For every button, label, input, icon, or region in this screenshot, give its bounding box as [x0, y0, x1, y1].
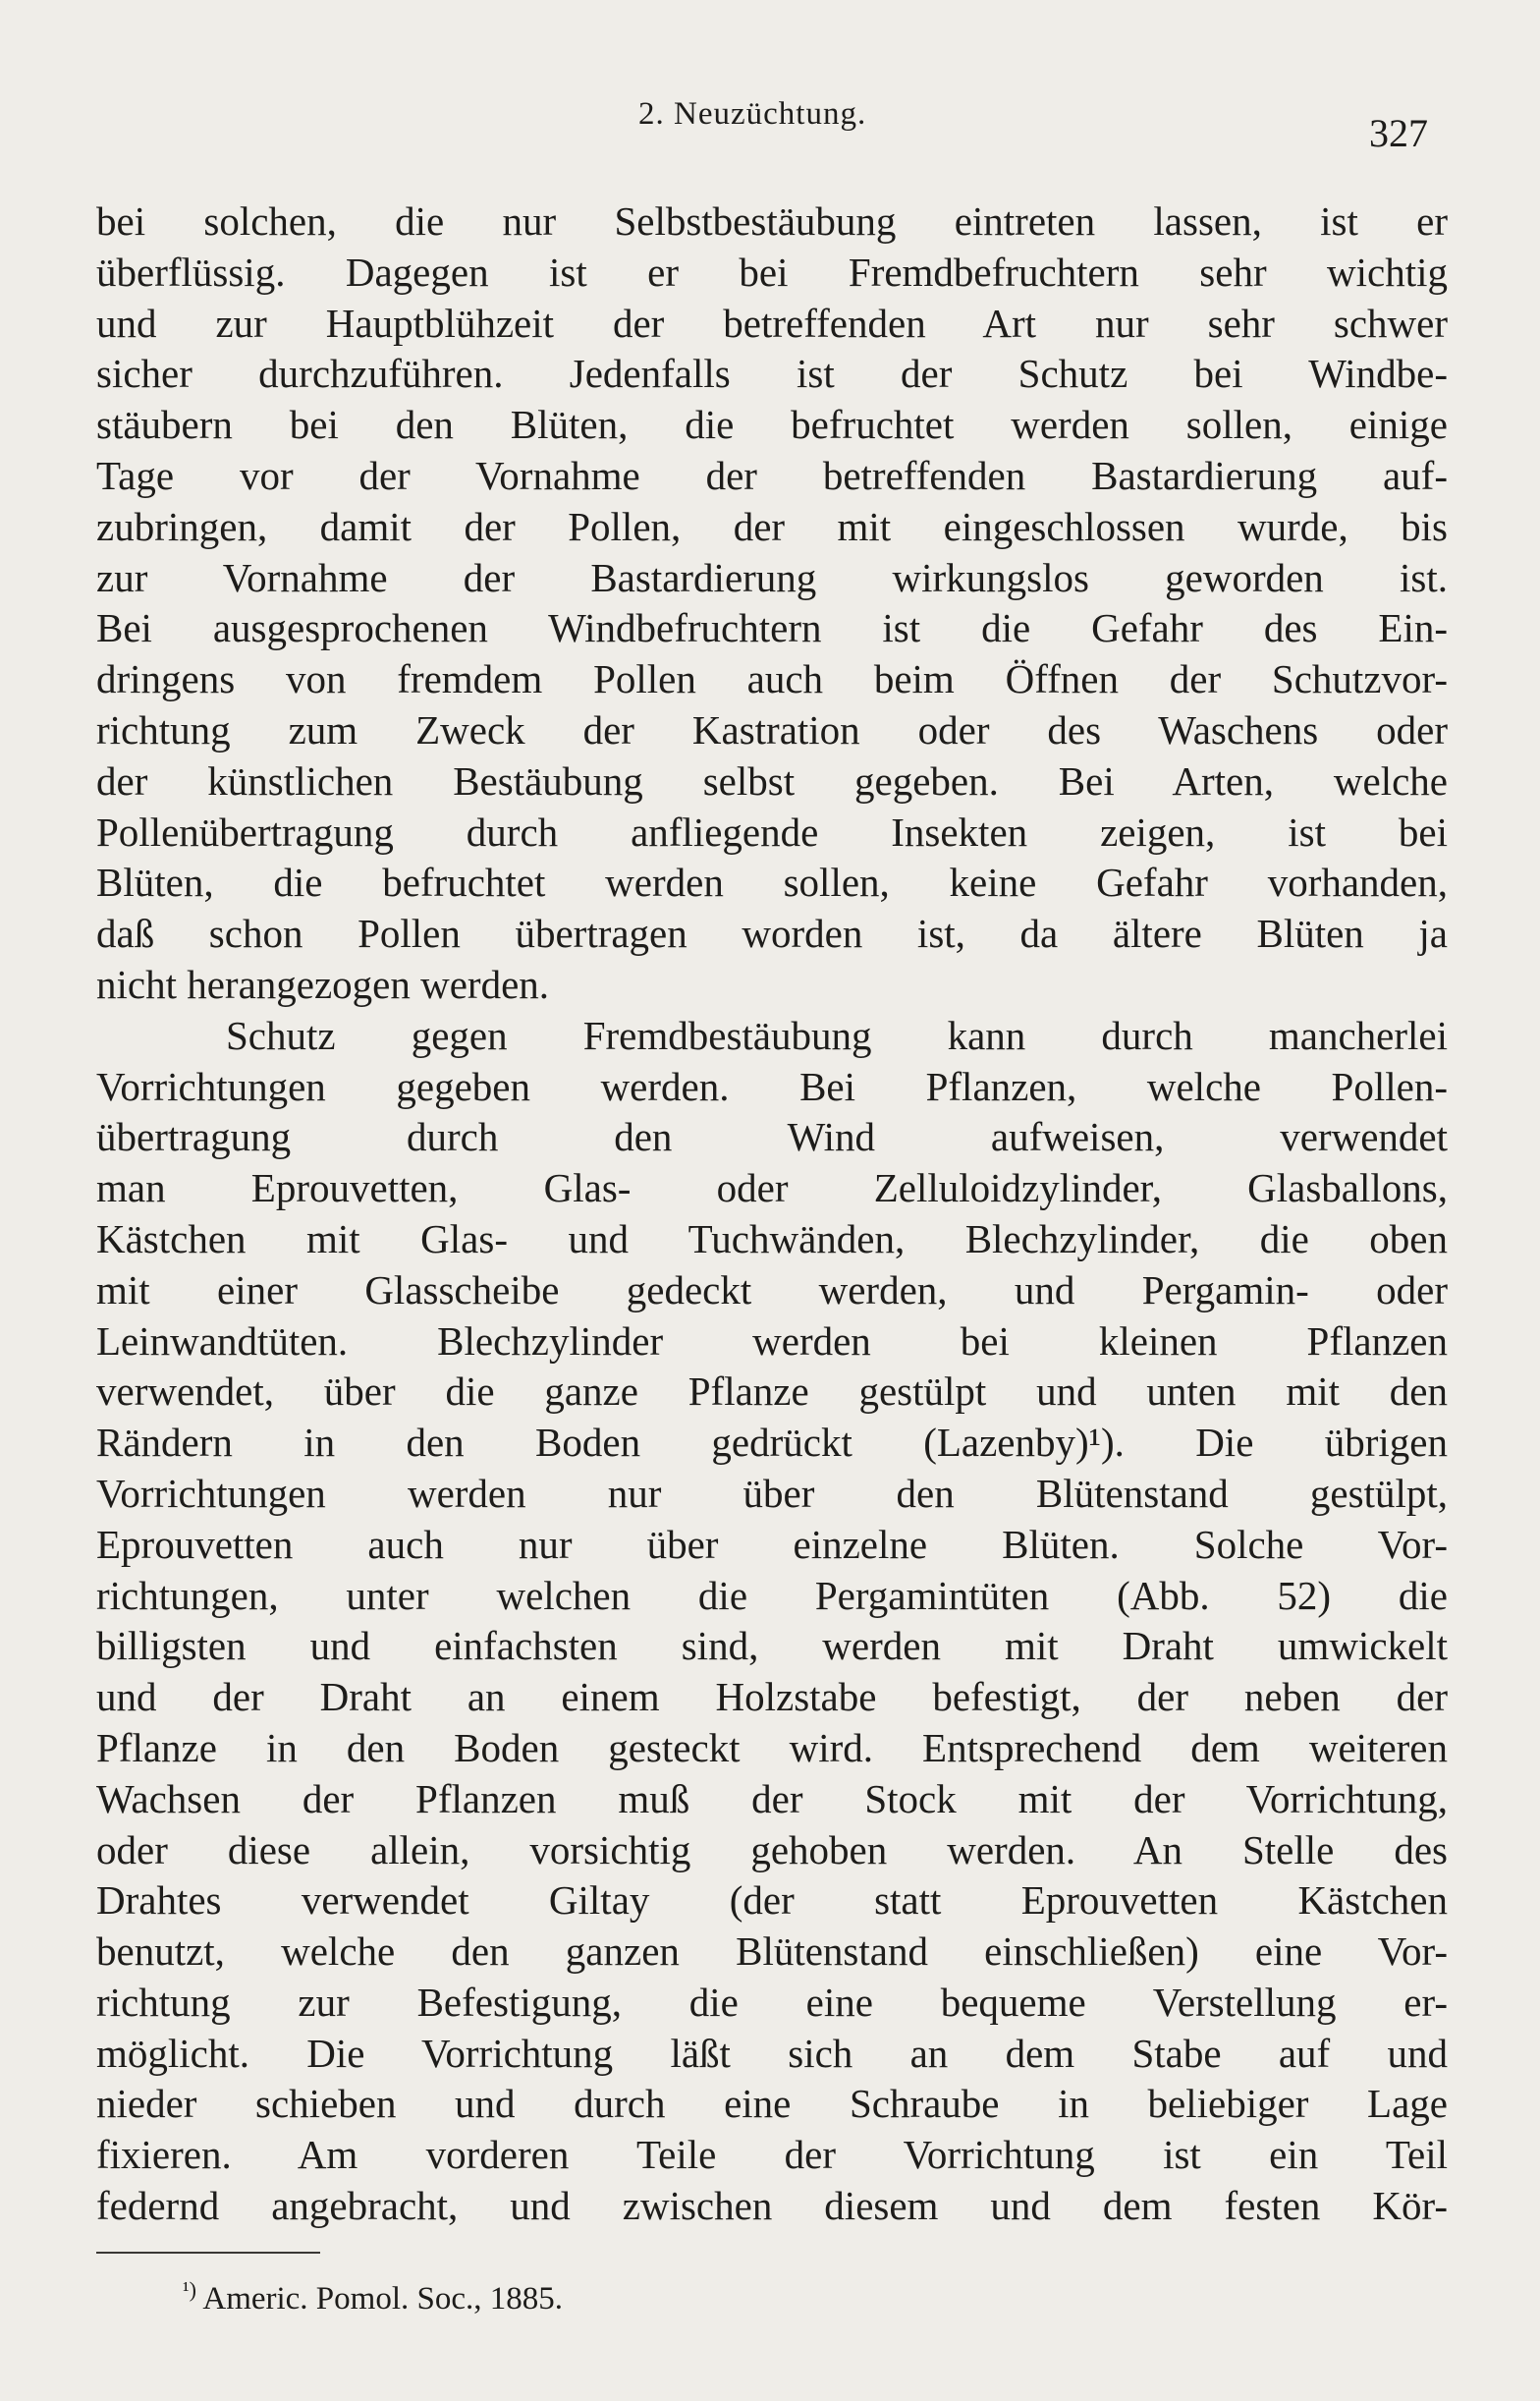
- footnote: [183, 2277, 563, 2317]
- text-line: oder diese allein, vorsichtig gehoben werden. An Stelle des: [96, 1826, 1448, 1872]
- text-line: zur Vornahme der Bastardierung wirkungslos geworden ist.: [96, 554, 1448, 600]
- running-head: [0, 96, 1540, 155]
- text-line: Leinwandtüten. Blechzylinder werden bei kleinen Pflanzen: [96, 1317, 1448, 1364]
- text-line: Blüten, die befruchtet werden sollen, keine Gefahr vorhanden,: [96, 860, 1448, 906]
- text-line: dringens von fremdem Pollen auch beim Öffnen der Schutzvor-: [96, 656, 1448, 702]
- text-line: Wachsen der Pflanzen muß der Stock mit der Vorrichtung,: [96, 1775, 1448, 1821]
- text-line: man Eprouvetten, Glas- oder Zelluloidzylinder, Glasballons,: [96, 1165, 1448, 1211]
- text-line: zubringen, damit der Pollen, der mit eingeschlossen wurde, bis: [96, 503, 1448, 549]
- text-line: sicher durchzuführen. Jedenfalls ist der Schutz bei Windbe-: [96, 351, 1448, 397]
- paragraph-last-line: nicht herangezogen werden.: [96, 961, 550, 1007]
- text-line: richtungen, unter welchen die Pergamintüten (Abb. 52) die: [96, 1572, 1448, 1618]
- text-line: nieder schieben und durch eine Schraube in beliebiger Lage: [96, 2081, 1448, 2127]
- text-line: Vorrichtungen werden nur über den Blütenstand gestülpt,: [96, 1470, 1448, 1516]
- text-line: Pflanze in den Boden gesteckt wird. Entsprechend dem weiteren: [96, 1724, 1448, 1770]
- text-line: daß schon Pollen übertragen worden ist, da ältere Blüten ja: [96, 911, 1448, 957]
- text-line: und der Draht an einem Holzstabe befestigt, der neben der: [96, 1674, 1448, 1720]
- footnote-text: Americ. Pomol. Soc., 1885.: [202, 2281, 564, 2317]
- footnote-divider: [96, 2252, 320, 2254]
- text-line: stäubern bei den Blüten, die befruchtet werden sollen, einige: [96, 402, 1448, 448]
- text-line: Bei ausgesprochenen Windbefruchtern ist die Gefahr des Ein-: [96, 605, 1448, 651]
- text-line: fixieren. Am vorderen Teile der Vorrichtung ist ein Teil: [96, 2132, 1448, 2178]
- text-line: der künstlichen Bestäubung selbst gegeben. Bei Arten, welche: [96, 757, 1448, 804]
- text-line: Pollenübertragung durch anfliegende Insekten zeigen, ist bei: [96, 809, 1448, 855]
- running-title: 2. Neuzüchtung.: [638, 96, 867, 132]
- text-line: übertragung durch den Wind aufweisen, verwendet: [96, 1114, 1448, 1160]
- text-line: richtung zur Befestigung, die eine bequeme Verstellung er-: [96, 1979, 1448, 2025]
- text-line: Kästchen mit Glas- und Tuchwänden, Blechzylinder, die oben: [96, 1215, 1448, 1261]
- page-number: 327: [1369, 111, 1428, 155]
- text-line: richtung zum Zweck der Kastration oder des Waschens oder: [96, 706, 1448, 753]
- text-line: Tage vor der Vornahme der betreffenden Bastardierung auf-: [96, 452, 1448, 498]
- text-line: Vorrichtungen gegeben werden. Bei Pflanzen, welche Pollen-: [96, 1063, 1448, 1109]
- paragraph-first-line: Schutz gegen Fremdbestäubung kann durch mancherlei: [226, 1012, 1448, 1058]
- text-line: und zur Hauptblühzeit der betreffenden Art nur sehr schwer: [96, 300, 1448, 346]
- text-line: billigsten und einfachsten sind, werden mit Draht umwickelt: [96, 1623, 1448, 1669]
- text-line: verwendet, über die ganze Pflanze gestülpt und unten mit den: [96, 1368, 1448, 1415]
- text-line: überflüssig. Dagegen ist er bei Fremdbefruchtern sehr wichtig: [96, 249, 1448, 295]
- text-line: benutzt, welche den ganzen Blütenstand einschließen) eine Vor-: [96, 1928, 1448, 1975]
- text-line: Eprouvetten auch nur über einzelne Blüten. Solche Vor-: [96, 1521, 1448, 1567]
- text-line: Rändern in den Boden gedrückt (Lazenby)¹). Die übrigen: [96, 1420, 1448, 1466]
- footnote-marker: ¹): [183, 2277, 196, 2302]
- text-line: möglicht. Die Vorrichtung läßt sich an dem Stabe auf und: [96, 2030, 1448, 2076]
- text-line: mit einer Glasscheibe gedeckt werden, und Pergamin- oder: [96, 1266, 1448, 1312]
- body-text: [96, 196, 1448, 2232]
- text-line: Drahtes verwendet Giltay (der statt Eprouvetten Kästchen: [96, 1877, 1448, 1924]
- text-line: federnd angebracht, und zwischen diesem und dem festen Kör-: [96, 2183, 1448, 2229]
- text-line: bei solchen, die nur Selbstbestäubung eintreten lassen, ist er: [96, 198, 1448, 244]
